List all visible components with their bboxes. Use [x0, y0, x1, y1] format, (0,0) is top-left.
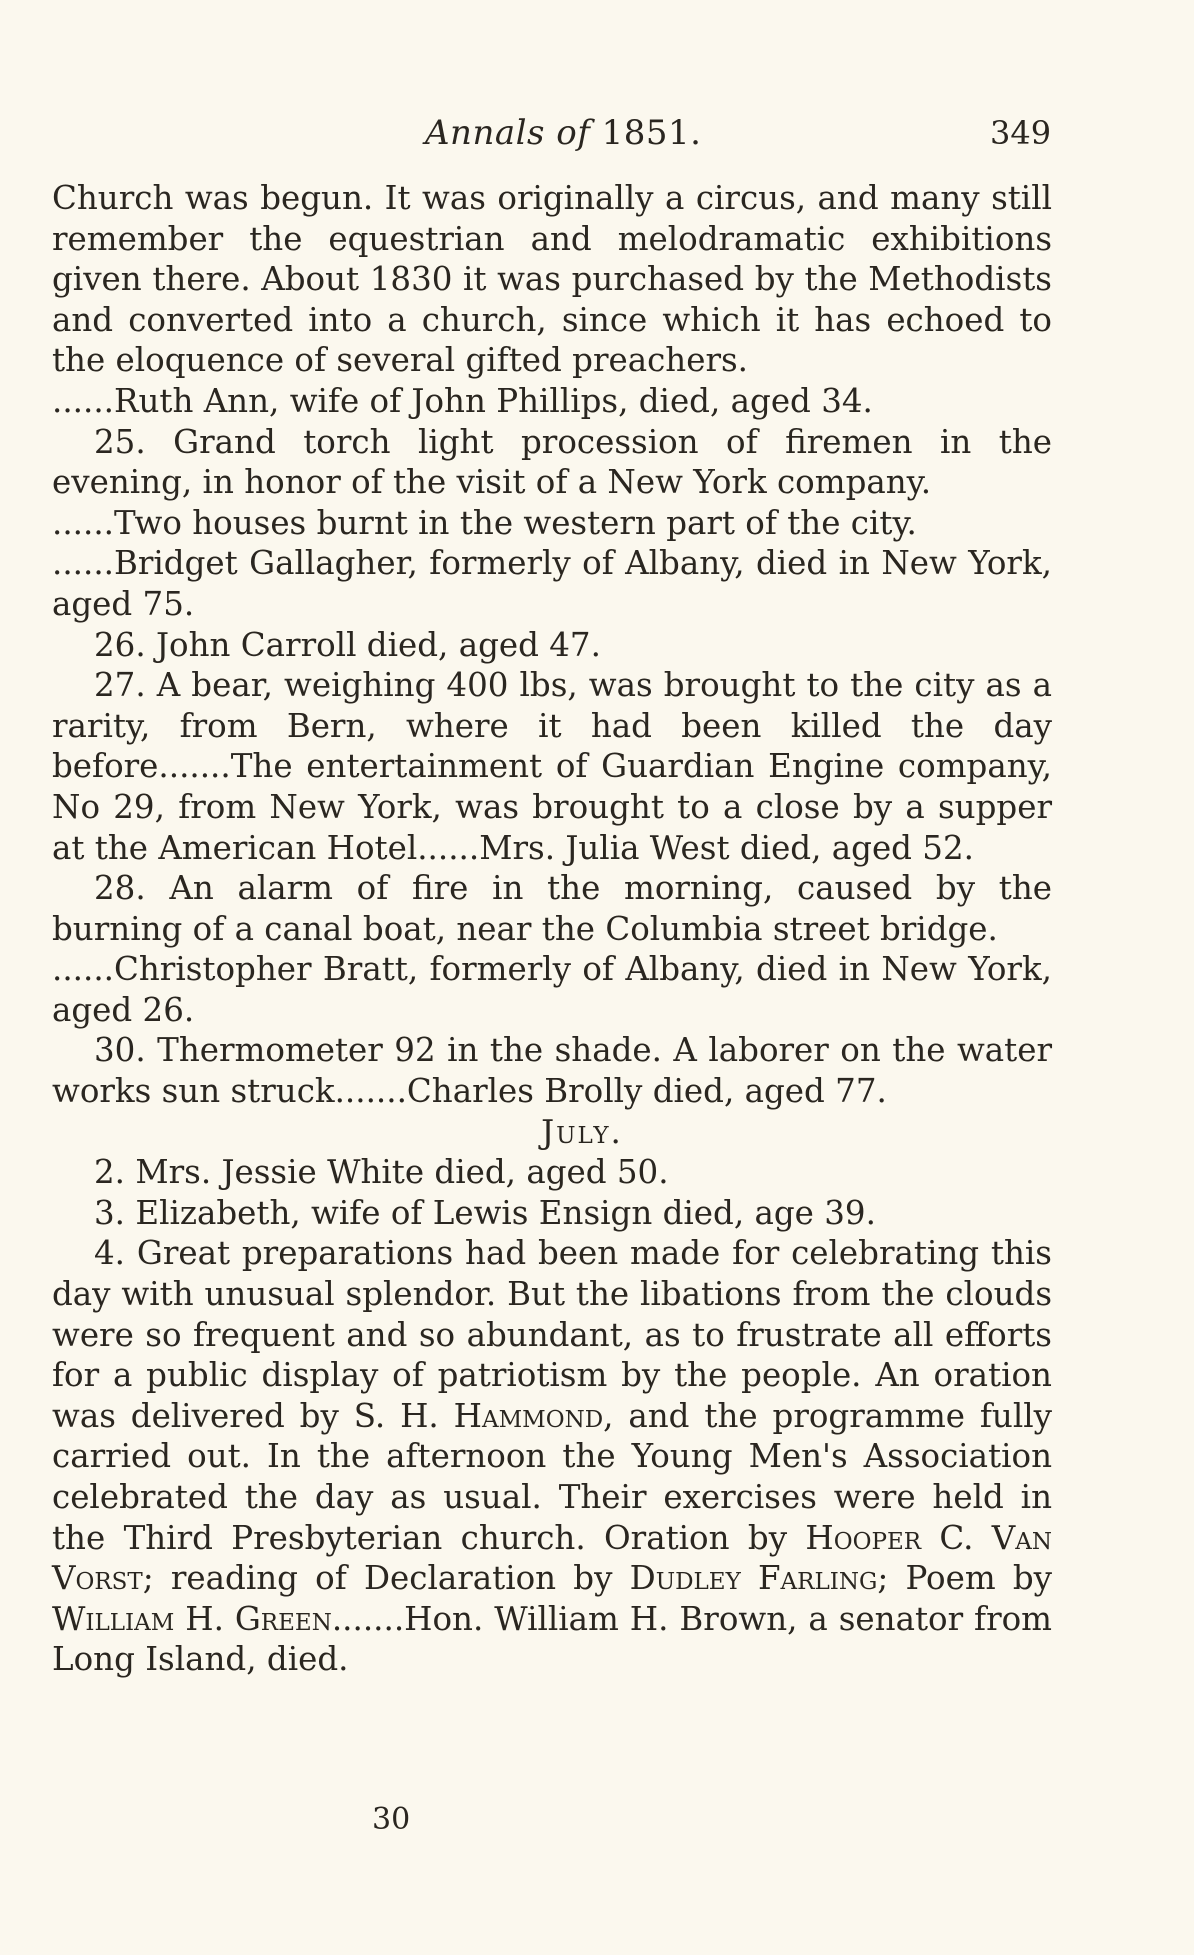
text-run: July.	[541, 1112, 623, 1151]
text-run: Church was begun. It was originally a circus, and many still remember the equestrian and melodramatic exhibitions given there. About 1830 it was purchased by the Methodists and converted into a church, since which it has echoed to the eloquence of several gifted preachers.	[52, 179, 1052, 380]
body-text	[52, 178, 1052, 1680]
text-run: 30. Thermometer 92 in the shade. A laborer on the water works sun struck.......Charles Brolly died, aged 77.	[52, 1031, 1052, 1111]
text-run: 4. Great preparations had been made for celebrating this day with unusual splendor. But the libations from the clouds were so frequent and so abundant, as to frustrate all efforts for a public display of patriotism by the people. An oration was delivered by S. H.	[52, 1234, 1052, 1435]
text-run: ; Poem by	[877, 1559, 1053, 1598]
running-title	[425, 108, 701, 158]
text-run: , and the programme fully carried out. In the afternoon the Young Men's Association celebrated the day as usual. Their exercises were held in the Third Presbyterian church. Oration by	[52, 1396, 1053, 1557]
signature-mark: 30	[372, 1802, 411, 1837]
text-run: ......Ruth Ann, wife of John Phillips, died, aged 34.	[52, 381, 873, 420]
running-title-prefix: Annals of	[425, 113, 591, 153]
text-run: ......Christopher Bratt, formerly of Albany, died in New York, aged 26.	[52, 950, 1052, 1029]
text-run: .......Hon. William H. Brown, a senator from Long Island, died.	[52, 1599, 1052, 1679]
text-run: ......Two houses burnt in the western part of the city.	[52, 503, 917, 542]
paragraph	[52, 949, 1052, 1030]
page-number: 349	[990, 114, 1052, 152]
paragraph	[52, 1193, 1052, 1234]
text-run: 3. Elizabeth, wife of Lewis Ensign died, age 39.	[94, 1193, 876, 1232]
text-run: 25. Grand torch light procession of firemen in the evening, in honor of the visit of a New York company.	[52, 422, 1052, 502]
paragraph	[52, 422, 1052, 503]
proper-name: Dudley Farling	[629, 1559, 878, 1598]
text-run: 26. John Carroll died, aged 47.	[94, 625, 601, 664]
paragraph	[52, 1152, 1052, 1193]
paragraph	[52, 868, 1052, 949]
proper-name: William H. Green	[52, 1599, 332, 1638]
paragraph	[52, 503, 1052, 544]
paragraph	[52, 178, 1052, 381]
paragraph	[52, 381, 1052, 422]
text-run: 2. Mrs. Jessie White died, aged 50.	[94, 1153, 669, 1192]
paragraph	[52, 625, 1052, 666]
proper-name: Hammond	[453, 1396, 604, 1435]
paragraph	[52, 1030, 1052, 1111]
paragraph	[52, 543, 1052, 624]
text-run: 28. An alarm of fire in the morning, caused by the burning of a canal boat, near the Columbia street bridge.	[52, 869, 1052, 948]
text-run: ; reading of Declaration by	[142, 1559, 630, 1598]
paragraph	[52, 1233, 1052, 1680]
text-run: ......Bridget Gallagher, formerly of Albany, died in New York, aged 75.	[52, 544, 1052, 623]
proper-name: Hooper C. Van Vorst	[52, 1518, 1052, 1598]
paragraph	[52, 665, 1052, 868]
running-header	[0, 108, 1194, 158]
month-heading	[52, 1112, 1052, 1153]
text-run: 27. A bear, weighing 400 lbs, was brought to the city as a rarity, from Bern, where it had been killed the day before.......The entertainment of Guardian Engine company, No 29, from New York, was brought to a close by a supper at the American Hotel......Mrs. Julia West died, aged 52.	[52, 666, 1052, 867]
running-title-year: 1851.	[601, 113, 702, 153]
